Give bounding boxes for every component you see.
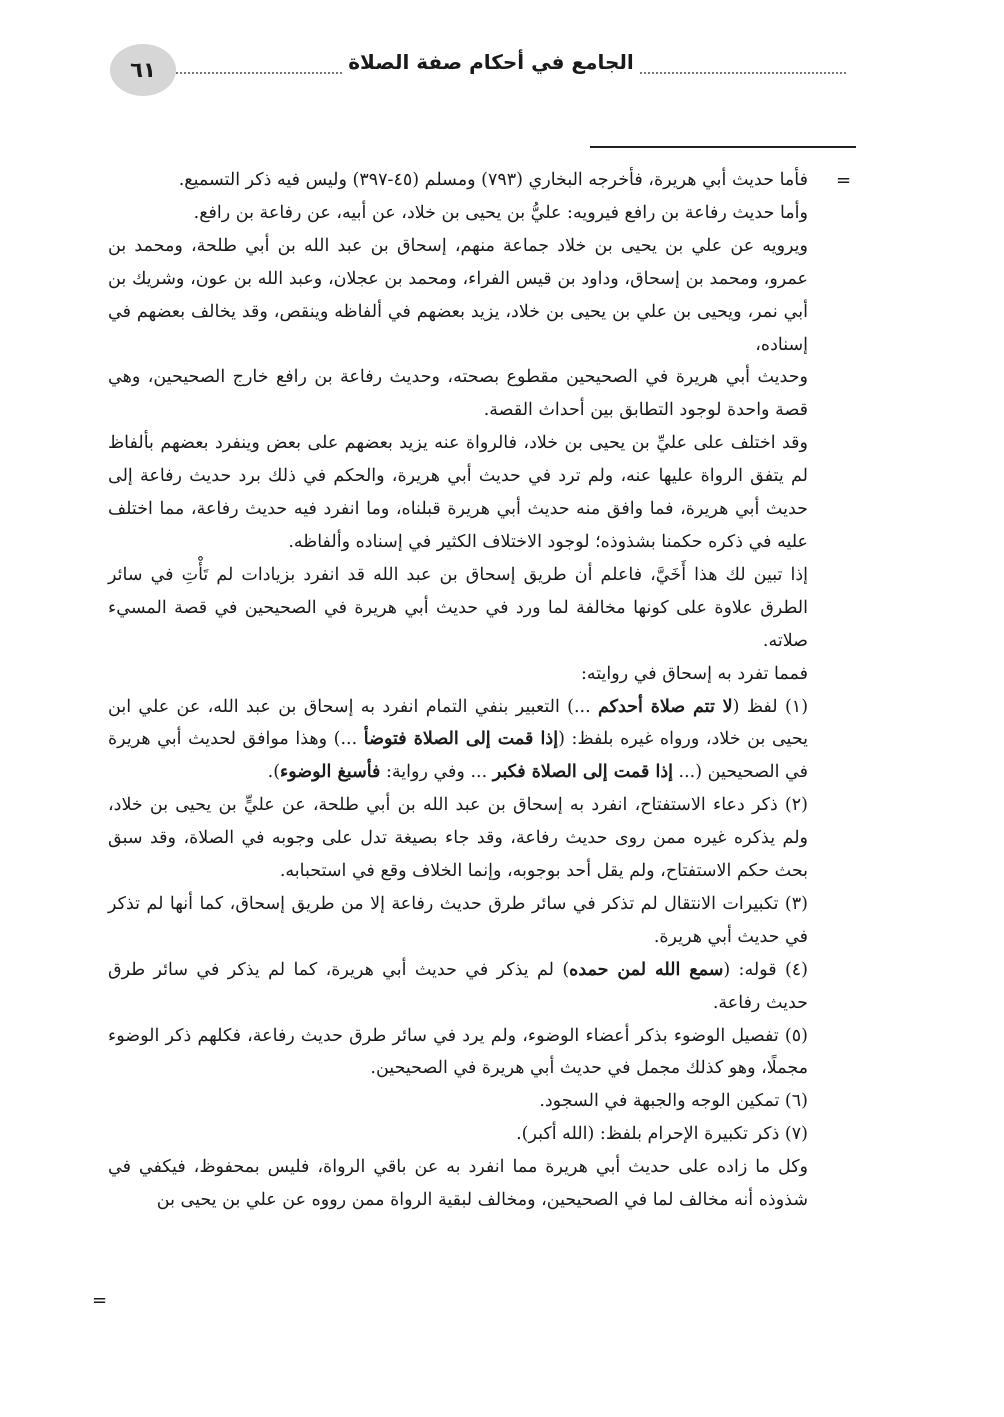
list-item-2: (٢) ذكر دعاء الاستفتاح، انفرد به إسحاق بن عبد الله بن أبي طلحة، عن عليٍّ بن يحيى بن خلاد، ولم يذكره غيره ممن روى حديث رفاعة، وقد جاء بصيغة تدل على وجوبه في الصلاة، وقد سبق بحث حكم الاستفتاح، ولم يقل أحد بوجوبه، وإنما الخلاف وقع في استحبابه. [108, 795, 808, 882]
paragraph-bukhari: فأما حديث أبي هريرة، فأخرجه البخاري (٧٩٣) ومسلم (٤٥-٣٩٧) وليس فيه ذكر التسميع. [178, 170, 808, 190]
list-item-4: (٤) قوله: (سمع الله لمن حمده) لم يذكر في حديث أبي هريرة، كما لم يذكر في سائر طرق حديث رفاعة. [108, 959, 808, 1013]
footnote-text [108, 164, 808, 1217]
list-item-1: (١) لفظ (لا تتم صلاة أحدكم ...) التعبير بنفي التمام انفرد به إسحاق بن عبد الله، عن علي ابن يحيى بن خلاد، ورواه غيره بلفظ: (إذا قمت إلى الصلاة فتوضأ ...) وهذا موافق لحديث أبي هريرة في الصحيحين (... إذا قمت إلى الصلاة فكبر ... وفي رواية: فأسبغ الوضوء). [108, 696, 809, 783]
paragraph-closing: وكل ما زاده على حديث أبي هريرة مما انفرد به عن باقي الرواة، فليس بمحفوظ، فيكفي في شذوذه أنه مخالف لما في الصحيحين، ومخالف لبقية الرواة ممن رووه عن علي بن يحيى بن [108, 1157, 808, 1211]
list-item-6: (٦) تمكين الوجه والجبهة في السجود. [539, 1091, 808, 1112]
list-item-5: (٥) تفصيل الوضوء بذكر أعضاء الوضوء، ولم يرد في سائر طرق حديث رفاعة، فكلهم ذكر الوضوء مجملًا، وهو كذلك مجمل في حديث أبي هريرة في الصحيحين. [108, 1025, 808, 1079]
continuation-marker: = [836, 170, 852, 191]
list-item-3: (٣) تكبيرات الانتقال لم تذكر في سائر طرق حديث رفاعة إلا من طريق إسحاق، كما أنها لم تذكر في حديث أبي هريرة. [108, 893, 808, 947]
running-header [110, 44, 850, 96]
continued-marker: = [92, 1290, 108, 1311]
dotted-leader-right [640, 56, 846, 74]
paragraph-narrators: ويرويه عن علي بن يحيى بن خلاد جماعة منهم، إسحاق بن عبد الله بن أبي طلحة، ومحمد بن عمرو، ومحمد بن إسحاق، وداود بن قيس الفراء، ومحمد بن عجلان، وعبد الله بن عون، وشريك بن أبي نمر، ويحيى بن علي بن يحيى بن خلاد، يزيد بعضهم في ألفاظه وينقص، وقد يخالف بعضهم في إسناده، [108, 235, 808, 355]
page-number: ٦١ [110, 44, 176, 96]
paragraph-ishaq: إذا تبين لك هذا أَخَيَّ، فاعلم أن طريق إسحاق بن عبد الله قد انفرد بزيادات لم تَأْتِ في سائر الطرق علاوة على كونها مخالفة لما ورد في حديث أبي هريرة في الصحيحين في قصة المسيء صلاته. [108, 564, 808, 651]
paragraph-ikhtilaf: وقد اختلف على عليِّ بن يحيى بن خلاد، فالرواة عنه يزيد بعضهم على بعض وينفرد بعضهم بألفاظ لم يتفق الرواة عليها عنه، ولم ترد في حديث أبي هريرة، والحكم في ذلك برد حديث رفاعة إلى حديث أبي هريرة، فما وافق منه حديث أبي هريرة قبلناه، وما انفرد فيه حديث رفاعة، مما اختلف عليه في ذكره حكمنا بشذوذه؛ لوجود الاختلاف الكثير في إسناده وألفاظه. [108, 433, 808, 552]
dotted-leader-left [176, 56, 342, 74]
footnote-separator [590, 146, 856, 148]
paragraph-intro-list: فمما تفرد به إسحاق في روايته: [580, 663, 808, 684]
book-title: الجامع في أحكام صفة الصلاة [348, 50, 634, 74]
paragraph-sahihain: وحديث أبي هريرة في الصحيحين مقطوع بصحته، وحديث رفاعة بن رافع خارج الصحيحين، وهي قصة واحدة لوجود التطابق بين أحداث القصة. [108, 367, 808, 421]
paragraph-rifaa: وأما حديث رفاعة بن رافع فيرويه: عليُّ بن يحيى بن خلاد، عن أبيه، عن رفاعة بن رافع. [193, 202, 808, 223]
list-item-7: (٧) ذكر تكبيرة الإحرام بلفظ: (الله أكبر). [516, 1124, 808, 1145]
